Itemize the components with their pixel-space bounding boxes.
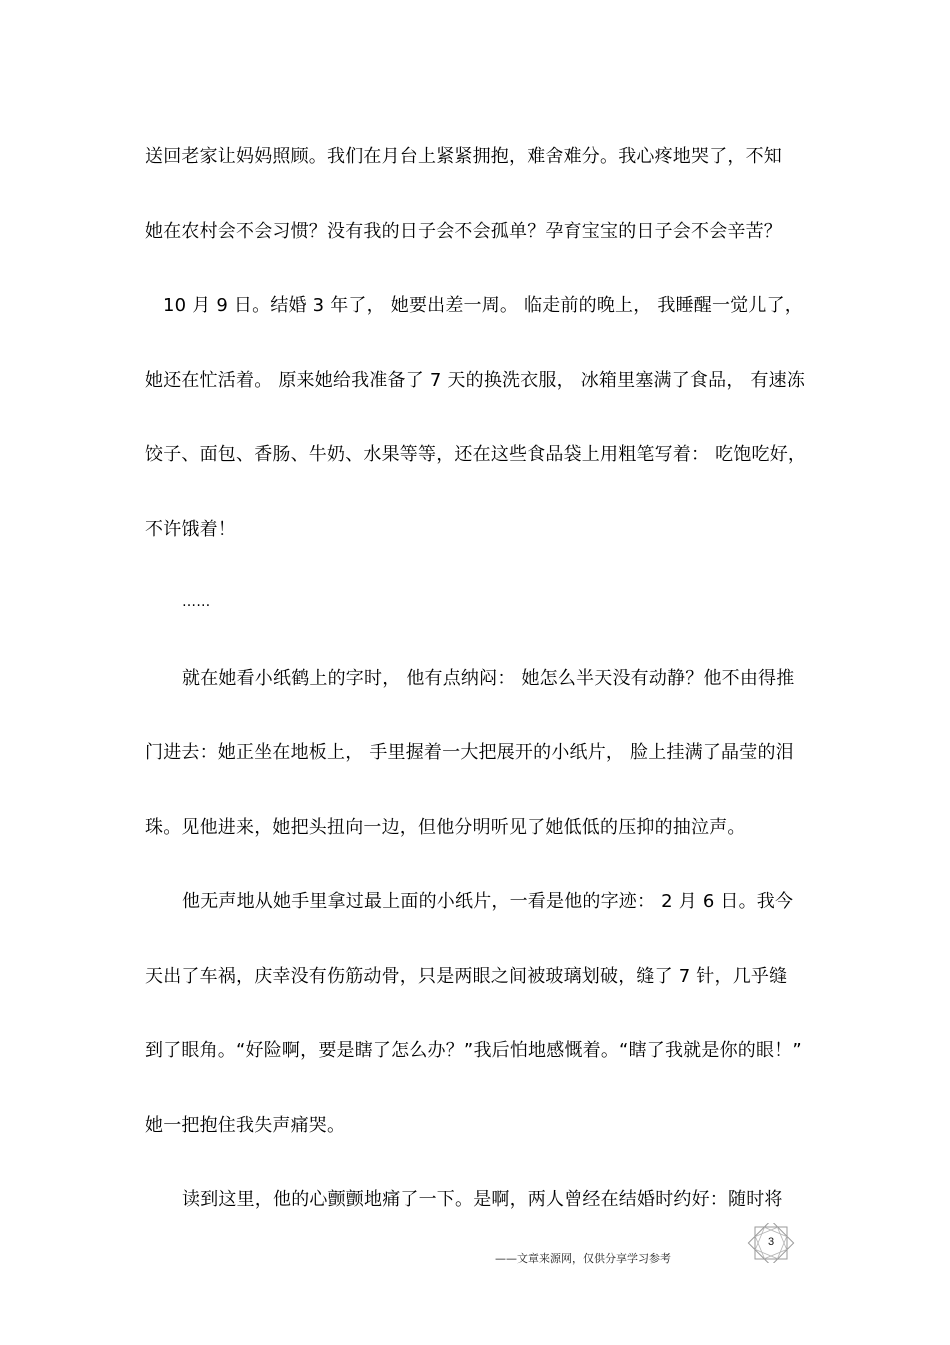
- text-line: 就在她看小纸鹤上的字时， 他有点纳闷： 她怎么半天没有动静？他不由得推: [182, 668, 795, 689]
- text-line: 送回老家让妈妈照顾。我们在月台上紧紧拥抱，难舍难分。我心疼地哭了，不知: [145, 146, 782, 167]
- text-line: 珠。见他进来，她把头扭向一边，但他分明听见了她低低的压抑的抽泣声。: [145, 817, 746, 838]
- text-line: 门进去：她正坐在地板上， 手里握着一大把展开的小纸片， 脸上挂满了晶莹的泪: [145, 742, 794, 763]
- text-line: 她在农村会不会习惯？没有我的日子会不会孤单？孕育宝宝的日子会不会辛苦？: [145, 221, 782, 242]
- text-line: 天出了车祸，庆幸没有伤筋动骨，只是两眼之间被玻璃划破，缝了 7 针，几乎缝: [145, 966, 788, 987]
- text-line: 不许饿着！: [145, 519, 236, 540]
- footer-source-note: ——文章来源网，仅供分享学习参考: [495, 1252, 671, 1265]
- text-line: 她还在忙活着。 原来她给我准备了 7 天的换洗衣服， 冰箱里塞满了食品， 有速冻: [145, 370, 806, 391]
- text-line: 他无声地从她手里拿过最上面的小纸片，一看是他的字迹： 2 月 6 日。我今: [182, 891, 794, 912]
- ellipsis-line: ……: [182, 594, 211, 610]
- text-line: 到了眼角。“好险啊，要是瞎了怎么办？”我后怕地感慨着。“瞎了我就是你的眼！”: [145, 1040, 802, 1061]
- text-line: 她一把抱住我失声痛哭。: [145, 1115, 346, 1136]
- text-line: 10 月 9 日。结婚 3 年了， 她要出差一周。 临走前的晚上， 我睡醒一觉儿了，: [163, 295, 803, 316]
- page-number: 3: [767, 1236, 775, 1248]
- text-line: 读到这里，他的心颤颤地痛了一下。是啊，两人曾经在结婚时约好：随时将: [182, 1189, 783, 1210]
- page-number-badge: [747, 1223, 795, 1263]
- text-line: 饺子、面包、香肠、牛奶、水果等等，还在这些食品袋上用粗笔写着： 吃饱吃好，: [145, 444, 807, 465]
